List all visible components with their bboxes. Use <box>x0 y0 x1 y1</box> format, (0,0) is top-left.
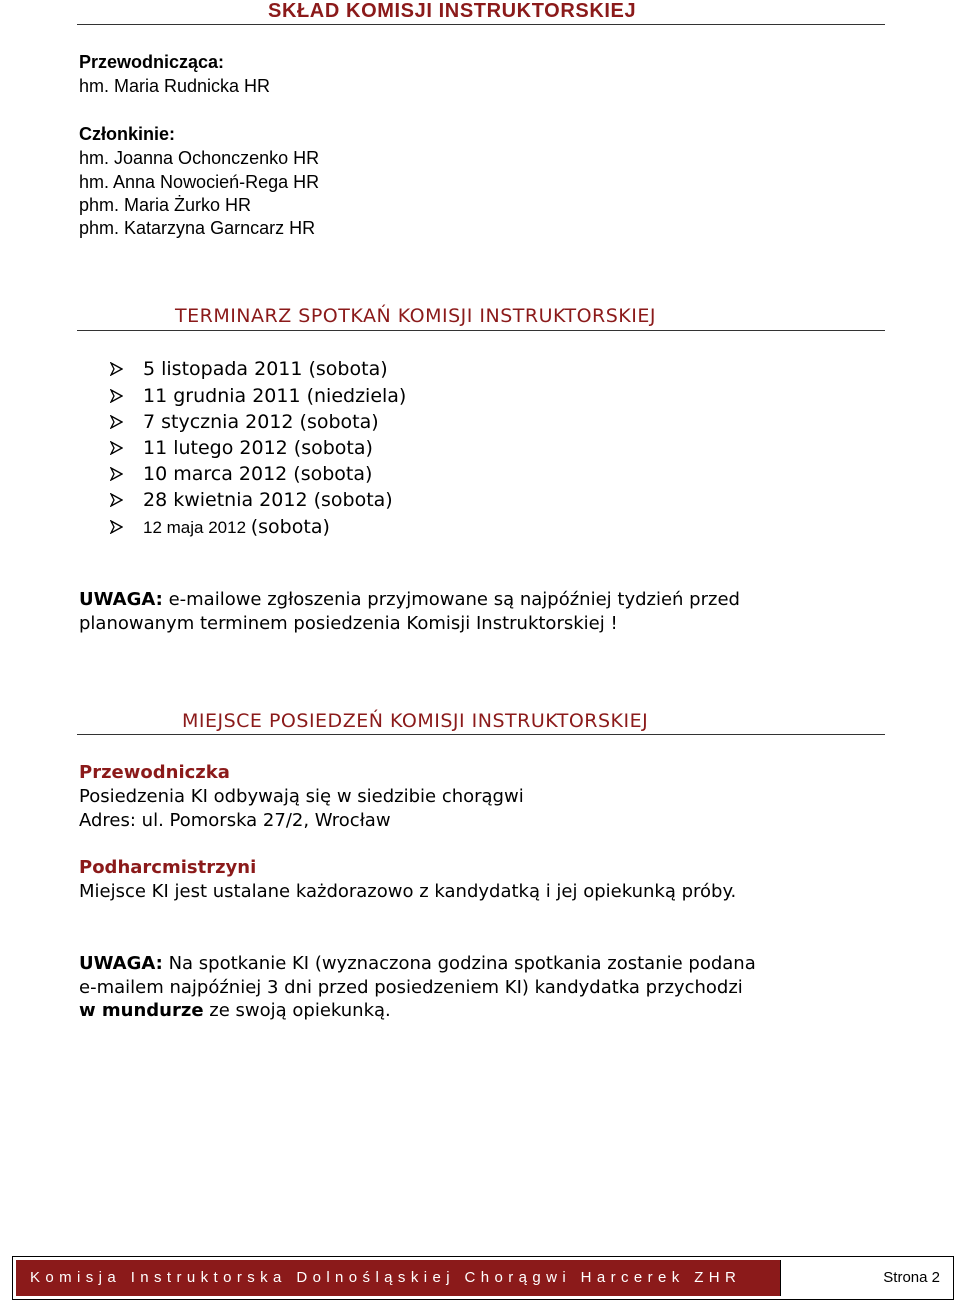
schedule-rule <box>77 330 885 331</box>
arrow-bullet-icon <box>110 520 123 534</box>
schedule-date: 28 kwietnia 2012 (sobota) <box>143 489 393 511</box>
schedule-item <box>110 384 406 408</box>
footer-banner <box>16 1260 950 1296</box>
chair-heading: Przewodniczka <box>79 762 230 783</box>
schedule-item <box>110 488 393 512</box>
schedule-date: 5 listopada 2011 (sobota) <box>143 358 388 380</box>
arrow-bullet-icon <box>110 441 123 455</box>
schedule-note <box>79 589 740 611</box>
sub-location-line: Miejsce KI jest ustalane każdorazowo z kandydatką i jej opiekunką próby. <box>79 881 737 902</box>
members-label: Członkinie: <box>79 124 176 144</box>
schedule-item <box>110 357 388 381</box>
arrow-bullet-icon <box>110 362 123 376</box>
arrow-bullet-icon <box>110 389 123 403</box>
schedule-item <box>110 515 330 540</box>
member-item: hm. Anna Nowocień-Rega HR <box>79 172 320 192</box>
schedule-title: TERMINARZ SPOTKAŃ KOMISJI INSTRUKTORSKIEJ <box>175 305 656 327</box>
location-title: MIEJSCE POSIEDZEŃ KOMISJI INSTRUKTORSKIEJ <box>182 710 649 732</box>
arrow-bullet-icon <box>110 415 123 429</box>
schedule-date-suffix: (sobota) <box>250 516 330 538</box>
member-item: phm. Katarzyna Garncarz HR <box>79 218 316 238</box>
schedule-date: 12 maja 2012 <box>143 518 251 537</box>
note-bold: w mundurze <box>79 1000 204 1021</box>
chair-address-line: Adres: ul. Pomorska 27/2, Wrocław <box>79 810 391 831</box>
chair-name: hm. Maria Rudnicka HR <box>79 76 271 96</box>
member-item: phm. Maria Żurko HR <box>79 195 252 215</box>
location-note-line2: e-mailem najpóźniej 3 dni przed posiedzeniem KI) kandydatka przychodzi <box>79 977 743 998</box>
schedule-item <box>110 436 373 460</box>
schedule-date: 10 marca 2012 (sobota) <box>143 463 373 485</box>
note-text: e-mailowe zgłoszenia przyjmowane są najpóźniej tydzień przed <box>162 589 740 610</box>
composition-title: SKŁAD KOMISJI INSTRUKTORSKIEJ <box>268 0 637 22</box>
member-item: hm. Joanna Ochonczenko HR <box>79 148 320 168</box>
footer-title: Komisja Instruktorska Dolnośląskiej Chorągwi Harcerek ZHR <box>30 1269 742 1286</box>
sub-heading: Podharcmistrzyni <box>79 857 257 878</box>
location-note <box>79 953 756 975</box>
composition-rule <box>77 24 885 25</box>
schedule-note-line2: planowanym terminem posiedzenia Komisji Instruktorskiej ! <box>79 613 618 634</box>
note-end: ze swoją opiekunką. <box>203 1000 391 1021</box>
note-label: UWAGA: <box>79 589 163 610</box>
chair-location-line: Posiedzenia KI odbywają się w siedzibie chorągwi <box>79 786 524 807</box>
schedule-date: 11 lutego 2012 (sobota) <box>143 437 373 459</box>
page-footer <box>12 1256 954 1300</box>
arrow-bullet-icon <box>110 493 123 507</box>
location-note-line3 <box>79 1000 391 1022</box>
schedule-item <box>110 462 372 486</box>
page-number: Strona 2 <box>780 1260 950 1296</box>
arrow-bullet-icon <box>110 467 123 481</box>
chair-label: Przewodnicząca: <box>79 52 225 72</box>
location-rule <box>77 734 885 735</box>
note-label: UWAGA: <box>79 953 163 974</box>
schedule-date: 11 grudnia 2011 (niedziela) <box>143 385 407 407</box>
schedule-item <box>110 410 379 434</box>
schedule-date: 7 stycznia 2012 (sobota) <box>143 411 379 433</box>
note-text: Na spotkanie KI (wyznaczona godzina spotkania zostanie podana <box>162 953 756 974</box>
